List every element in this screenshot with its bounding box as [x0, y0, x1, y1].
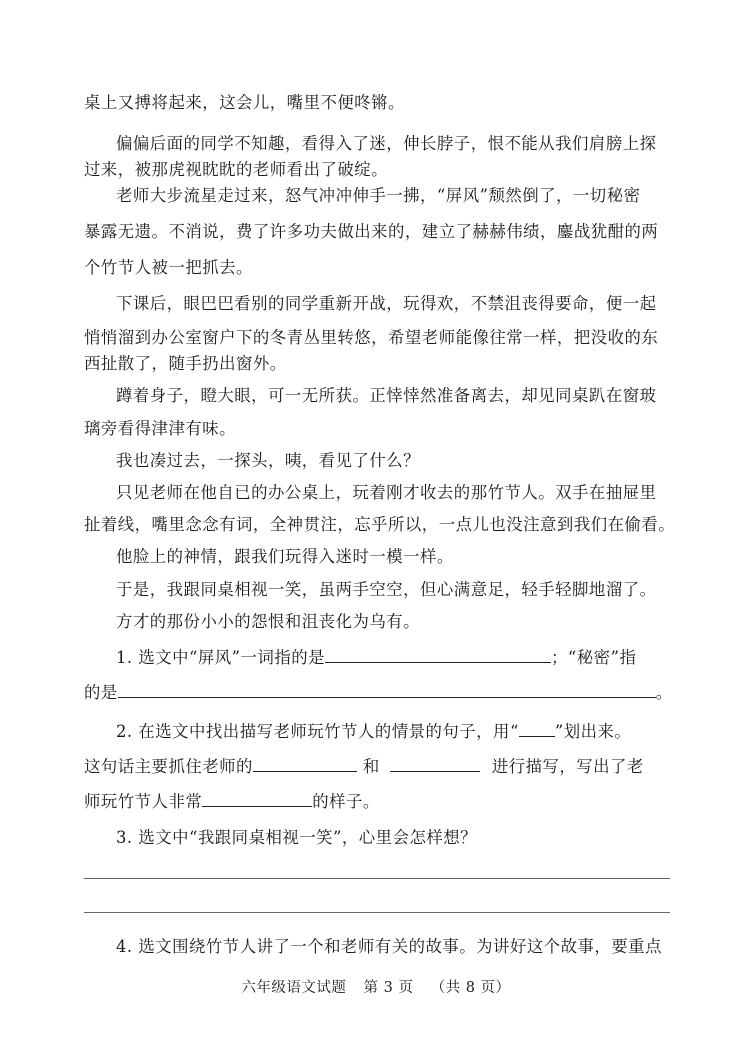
- passage-line: 悄悄溜到办公室窗户下的冬青丛里转悠，希望老师能像往常一样，把没收的东: [84, 328, 659, 347]
- footer-total: （共 8 页）: [430, 980, 511, 996]
- question-2-text-b: ”划出来。: [554, 722, 632, 741]
- answer-blank[interactable]: [118, 681, 656, 698]
- question-4-line: 4. 选文围绕竹节人讲了一个和老师有关的故事。为讲好这个故事，要重点: [116, 937, 662, 956]
- answer-blank[interactable]: [253, 755, 357, 772]
- answer-line[interactable]: [84, 912, 670, 913]
- passage-line: 蹲着身子，瞪大眼，可一无所获。正悻悻然准备离去，却见同桌趴在窗玻: [116, 386, 657, 405]
- page-footer: [0, 976, 752, 997]
- question-1-line: [116, 646, 676, 669]
- question-2-text-d: 和: [362, 757, 380, 776]
- passage-line: 于是，我跟同桌相视一笑，虽两手空空，但心满意足，轻手轻脚地溜了。: [116, 580, 657, 599]
- passage-line: 个竹节人被一把抓去。: [84, 258, 253, 277]
- passage-line: 扯着线，嘴里念念有词，全神贯注，忘乎所以，一点儿也没注意到我们在偷看。: [84, 515, 676, 534]
- question-2-text: 2. 在选文中找出描写老师玩竹节人的情景的句子，用“: [116, 722, 519, 741]
- answer-line[interactable]: [84, 878, 670, 879]
- passage-line: 璃旁看得津津有味。: [84, 419, 237, 438]
- footer-page: 第 3 页: [363, 980, 414, 996]
- question-1-text: 1. 选文中“屏风”一词指的是: [116, 648, 326, 667]
- passage-line: 他脸上的神情，跟我们玩得入迷时一模一样。: [116, 547, 454, 566]
- passage-line: 西扯散了，随手扔出窗外。: [84, 354, 287, 373]
- footer-subject: 六年级语文试题: [241, 980, 347, 996]
- passage-line: 老师大步流星走过来，怒气冲冲伸手一拂，“屏风”颓然倒了，一切秘密: [116, 186, 641, 205]
- question-1-line-2: [84, 681, 674, 704]
- question-2-line: [116, 720, 676, 743]
- question-3-line: 3. 选文中“我跟同桌相视一笑”，心里会怎样想？: [116, 828, 478, 847]
- underline-sample: [519, 720, 555, 737]
- question-2-line-3: [84, 790, 674, 813]
- passage-line: 桌上又搏将起来，这会儿，嘴里不便咚锵。: [84, 93, 405, 112]
- question-1-text-c: 的是: [84, 683, 118, 702]
- answer-blank[interactable]: [325, 646, 551, 663]
- passage-line: 我也凑过去，一探头，咦，看见了什么？: [116, 451, 421, 470]
- passage-line: 方才的那份小小的怨恨和沮丧化为乌有。: [116, 612, 421, 631]
- question-2-text-e: 进行描写，写出了老: [491, 757, 644, 776]
- question-2-text-f: 师玩竹节人非常: [84, 792, 203, 811]
- question-2-text-g: 的样子。: [312, 792, 380, 811]
- passage-line: 下课后，眼巴巴看别的同学重新开战，玩得欢，不禁沮丧得要命，便一起: [116, 294, 657, 313]
- passage-line: 偏偏后面的同学不知趣，看得入了迷，伸长脖子，恨不能从我们肩膀上探: [116, 134, 657, 153]
- question-1-end: 。: [655, 683, 673, 702]
- question-2-text-c: 这句话主要抓住老师的: [84, 757, 253, 776]
- question-1-text-b: ；“秘密”指: [551, 648, 637, 667]
- passage-line: 暴露无遗。不消说，费了许多功夫做出来的，建立了赫赫伟绩，鏖战犹酣的两: [84, 222, 659, 241]
- passage-line: 只见老师在他自已的办公桌上，玩着刚才收去的那竹节人。双手在抽屉里: [116, 483, 657, 502]
- passage-line: 过来，被那虎视眈眈的老师看出了破绽。: [84, 160, 389, 179]
- question-2-line-2: [84, 755, 674, 778]
- answer-blank[interactable]: [202, 790, 312, 807]
- answer-blank[interactable]: [390, 755, 480, 772]
